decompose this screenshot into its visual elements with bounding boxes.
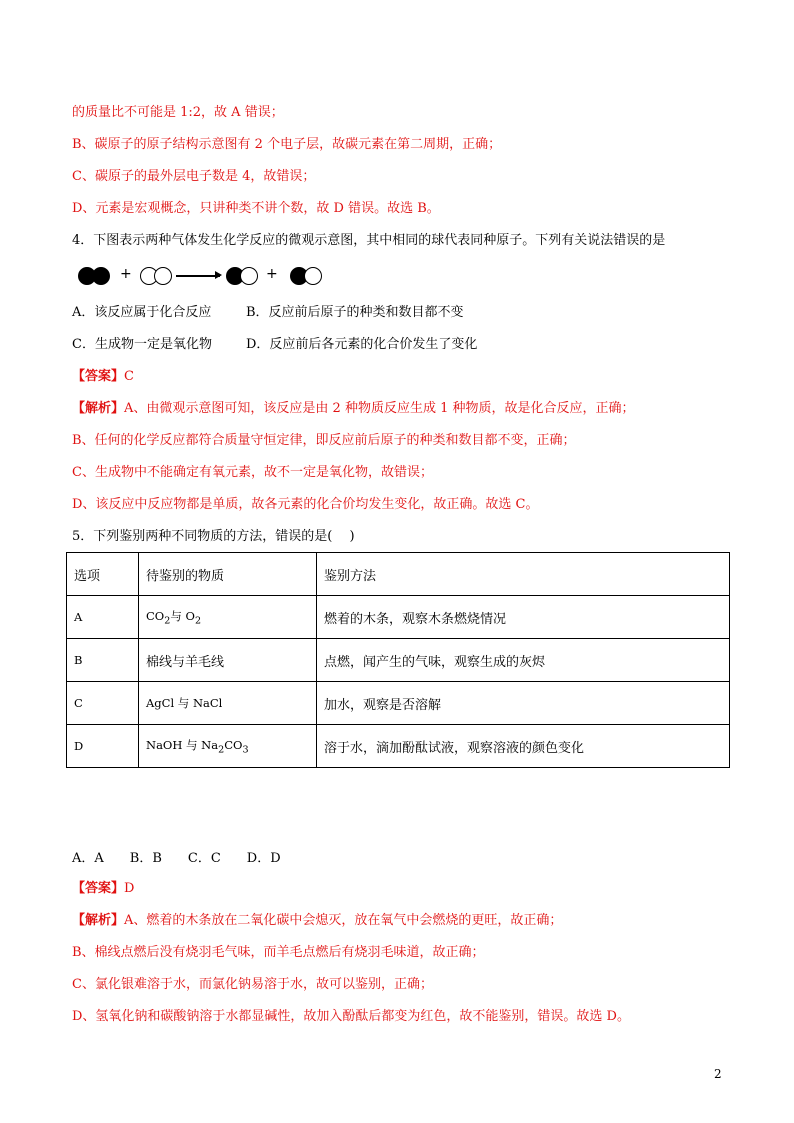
table-row bbox=[67, 639, 730, 682]
q5-choices: A．A B．B C．C D．D bbox=[72, 851, 281, 866]
answer-value: C bbox=[124, 369, 134, 384]
q5-stem: 5．下列鉴别两种不同物质的方法，错误的是( ) bbox=[72, 529, 355, 544]
row-substances: $CO_2$与 $O_2$ bbox=[139, 596, 317, 639]
black-atom bbox=[92, 267, 110, 285]
prev-analysis-line-3: C、碳原子的最外层电子数是 4，故错误； bbox=[72, 169, 316, 184]
q4-stem: 4．下图表示两种气体发生化学反应的微观示意图，其中相同的球代表同种原子。下列有关说法错误的是 bbox=[72, 233, 666, 248]
answer-tag: 【答案】 bbox=[72, 881, 125, 896]
row-option: B bbox=[67, 639, 139, 682]
reaction-diagram bbox=[78, 265, 338, 287]
row-option: C bbox=[67, 682, 139, 725]
q5-analysis-line-4: D、氢氧化钠和碳酸钠溶于水都显碱性，故加入酚酞后都变为红色，故不能鉴别，错误。故选 D。 bbox=[72, 1009, 630, 1024]
header-option: 选项 bbox=[67, 553, 139, 596]
q4-analysis-line-1 bbox=[72, 400, 634, 418]
row-substances: 棉线与羊毛线 bbox=[139, 639, 317, 682]
white-atom bbox=[304, 267, 322, 285]
prev-analysis-line-2: B、碳原子的原子结构示意图有 2 个电子层，故碳元素在第二周期，正确； bbox=[72, 137, 502, 152]
q4-answer bbox=[72, 368, 134, 386]
row-method: 加水，观察是否溶解 bbox=[317, 682, 730, 725]
q4-analysis-line-4: D、该反应中反应物都是单质，故各元素的化合价均发生变化，故正确。故选 C。 bbox=[72, 497, 539, 512]
analysis-text: A、燃着的木条放在二氧化碳中会熄灭，放在氧气中会燃烧的更旺，故正确； bbox=[124, 913, 563, 928]
q4-analysis-line-2: B、任何的化学反应都符合质量守恒定律，即反应前后原子的种类和数目都不变，正确； bbox=[72, 433, 576, 448]
white-atom bbox=[154, 267, 172, 285]
row-option: A bbox=[67, 596, 139, 639]
row-option: D bbox=[67, 725, 139, 768]
analysis-tag: 【解析】 bbox=[72, 913, 125, 928]
table-header-row bbox=[67, 553, 730, 596]
header-substances: 待鉴别的物质 bbox=[139, 553, 317, 596]
q5-answer bbox=[72, 880, 134, 898]
prev-analysis-line-4: D、元素是宏观概念，只讲种类不讲个数，故 D 错误。故选 B。 bbox=[72, 201, 440, 216]
q4-option-a: A．该反应属于化合反应 bbox=[72, 305, 212, 320]
answer-value: D bbox=[124, 881, 135, 896]
white-atom bbox=[240, 267, 258, 285]
plus-sign: + bbox=[266, 266, 278, 282]
header-method: 鉴别方法 bbox=[317, 553, 730, 596]
reaction-arrow bbox=[176, 275, 220, 277]
q4-analysis-line-3: C、生成物中不能确定有氧元素，故不一定是氧化物，故错误； bbox=[72, 465, 433, 480]
table-row bbox=[67, 725, 730, 768]
analysis-tag: 【解析】 bbox=[72, 401, 125, 416]
q5-analysis-line-1 bbox=[72, 912, 562, 930]
q5-analysis-line-3: C、氯化银难溶于水，而氯化钠易溶于水，故可以鉴别，正确； bbox=[72, 977, 433, 992]
q5-analysis-line-2: B、棉线点燃后没有烧羽毛气味，而羊毛点燃后有烧羽毛味道，故正确； bbox=[72, 945, 485, 960]
prev-analysis-line-1: 的质量比不可能是 1:2，故 A 错误； bbox=[72, 105, 284, 120]
page-number: 2 bbox=[714, 1067, 722, 1081]
identification-table bbox=[66, 552, 730, 768]
analysis-text: A、由微观示意图可知，该反应是由 2 种物质反应生成 1 种物质，故是化合反应，正确； bbox=[124, 401, 635, 416]
q4-option-c: C．生成物一定是氧化物 bbox=[72, 337, 212, 352]
answer-tag: 【答案】 bbox=[72, 369, 125, 384]
plus-sign: + bbox=[120, 266, 132, 282]
row-substances: NaOH 与 $Na_2CO_3$ bbox=[139, 725, 317, 768]
row-method: 点燃，闻产生的气味，观察生成的灰烬 bbox=[317, 639, 730, 682]
q4-option-b: B．反应前后原子的种类和数目都不变 bbox=[246, 305, 464, 320]
table-row bbox=[67, 682, 730, 725]
table-row bbox=[67, 596, 730, 639]
row-method: 溶于水，滴加酚酞试液，观察溶液的颜色变化 bbox=[317, 725, 730, 768]
row-method: 燃着的木条，观察木条燃烧情况 bbox=[317, 596, 730, 639]
row-substances: AgCl 与 NaCl bbox=[139, 682, 317, 725]
q4-option-d: D．反应前后各元素的化合价发生了变化 bbox=[246, 337, 478, 352]
